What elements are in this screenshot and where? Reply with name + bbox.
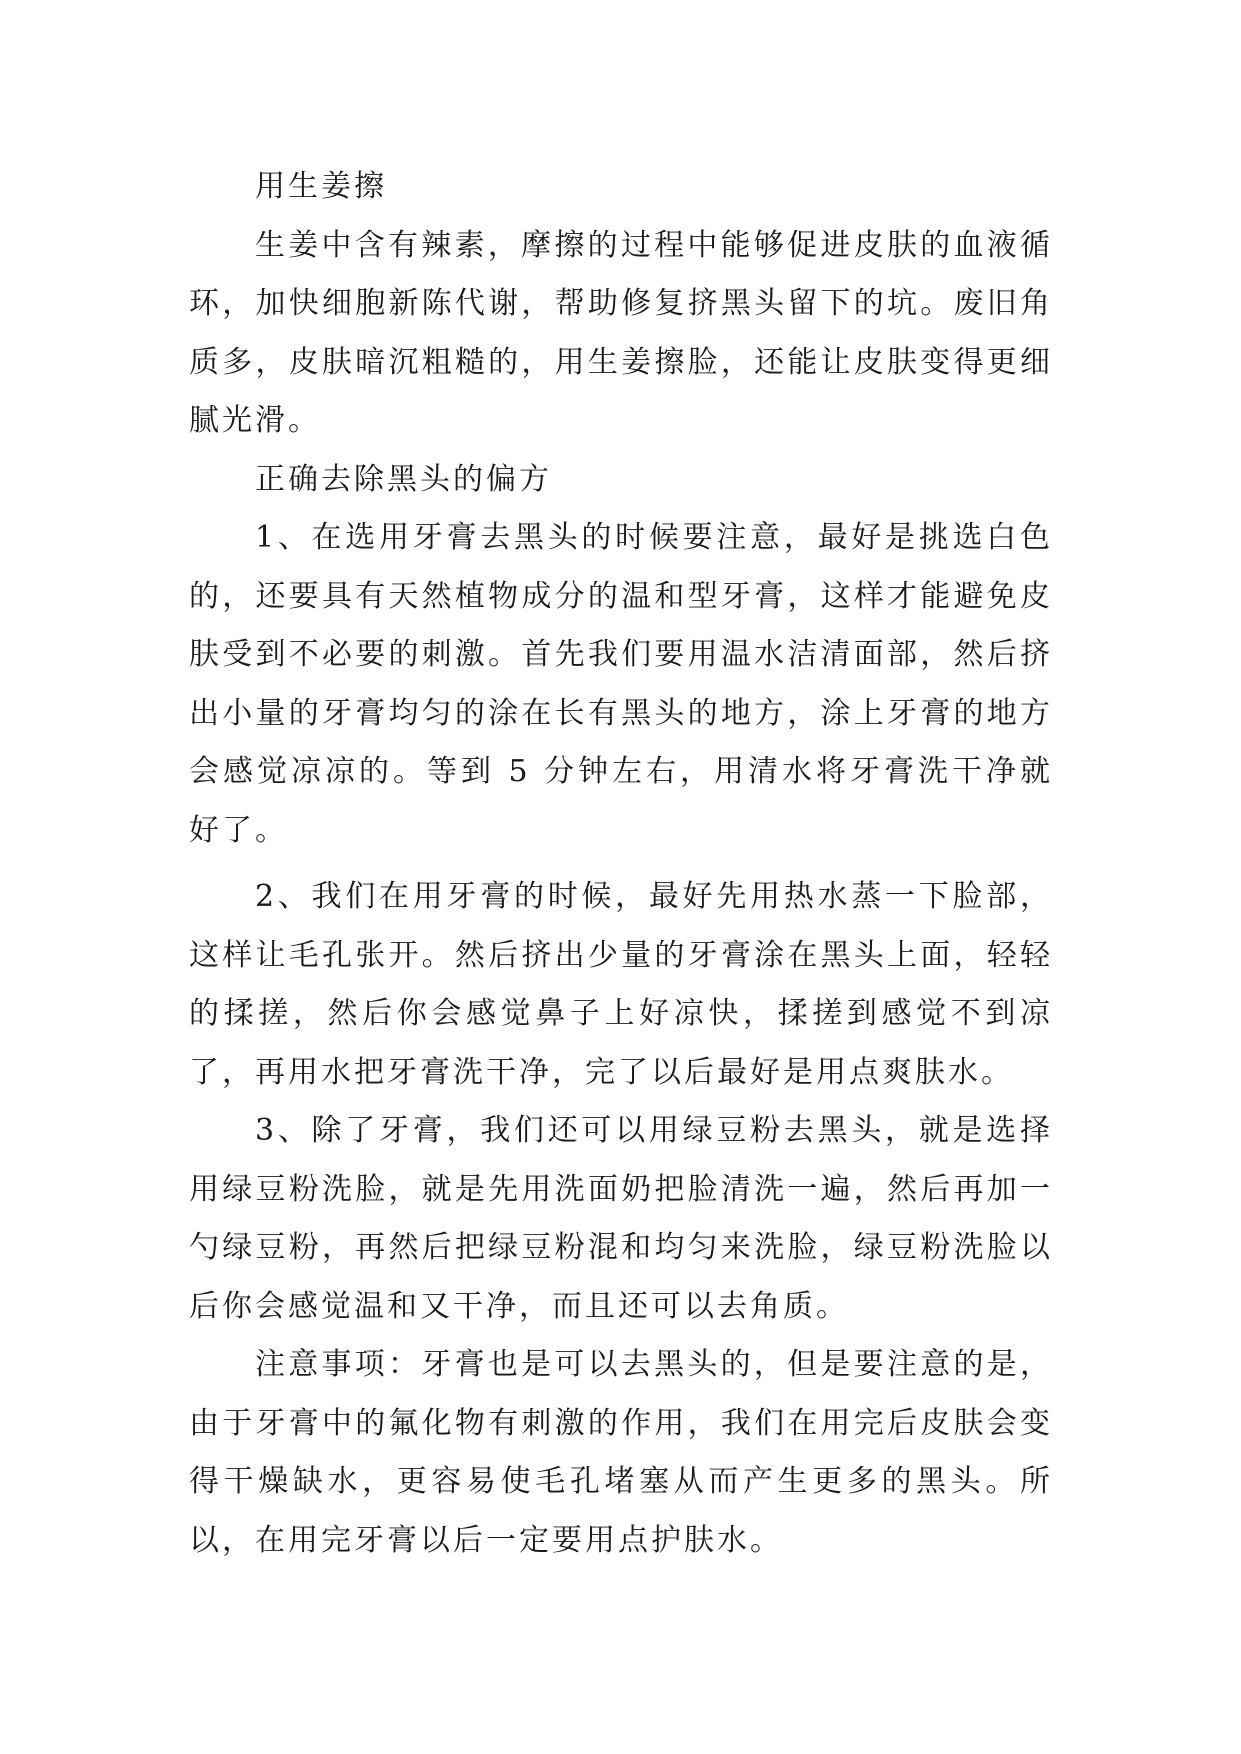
paragraph-step-3: 3、除了牙膏，我们还可以用绿豆粉去黑头，就是选择用绿豆粉洗脸，就是先用洗面奶把脸清洗一遍，然后再加一勺绿豆粉，再然后把绿豆粉混和均匀来洗脸，绿豆粉洗脸以后你会感觉温和又干净，而且还可以去角质。	[189, 1113, 1053, 1324]
paragraph-step-1: 1、在选用牙膏去黑头的时候要注意，最好是挑选白色的，还要具有天然植物成分的温和型牙膏，这样才能避免皮肤受到不必要的刺激。首先我们要用温水洁清面部，然后挤出小量的牙膏均匀的涂在长有黑头的地方，涂上牙膏的地方会感觉凉凉的。等到 5 分钟左右，用清水将牙膏洗干净就好了。	[189, 520, 1053, 848]
paragraph-step-2: 2、我们在用牙膏的时候，最好先用热水蒸一下脸部，这样让毛孔张开。然后挤出少量的牙膏涂在黑头上面，轻轻的揉搓，然后你会感觉鼻子上好凉快，揉搓到感觉不到凉了，再用水把牙膏洗干净，完了以后最好是用点爽肤水。	[189, 879, 1053, 1090]
document-body	[189, 158, 1053, 1570]
paragraph-ginger: 生姜中含有辣素，摩擦的过程中能够促进皮肤的血液循环，加快细胞新陈代谢，帮助修复挤黑头留下的坑。废旧角质多，皮肤暗沉粗糙的，用生姜擦脸，还能让皮肤变得更细腻光滑。	[189, 227, 1053, 438]
section-heading-remedies: 正确去除黑头的偏方	[255, 461, 552, 497]
paragraph-notes: 注意事项：牙膏也是可以去黑头的，但是要注意的是，由于牙膏中的氟化物有刺激的作用，我们在用完后皮肤会变得干燥缺水，更容易使毛孔堵塞从而产生更多的黑头。所以，在用完牙膏以后一定要用点护肤水。	[189, 1347, 1053, 1558]
section-heading-ginger: 用生姜擦	[255, 169, 387, 204]
